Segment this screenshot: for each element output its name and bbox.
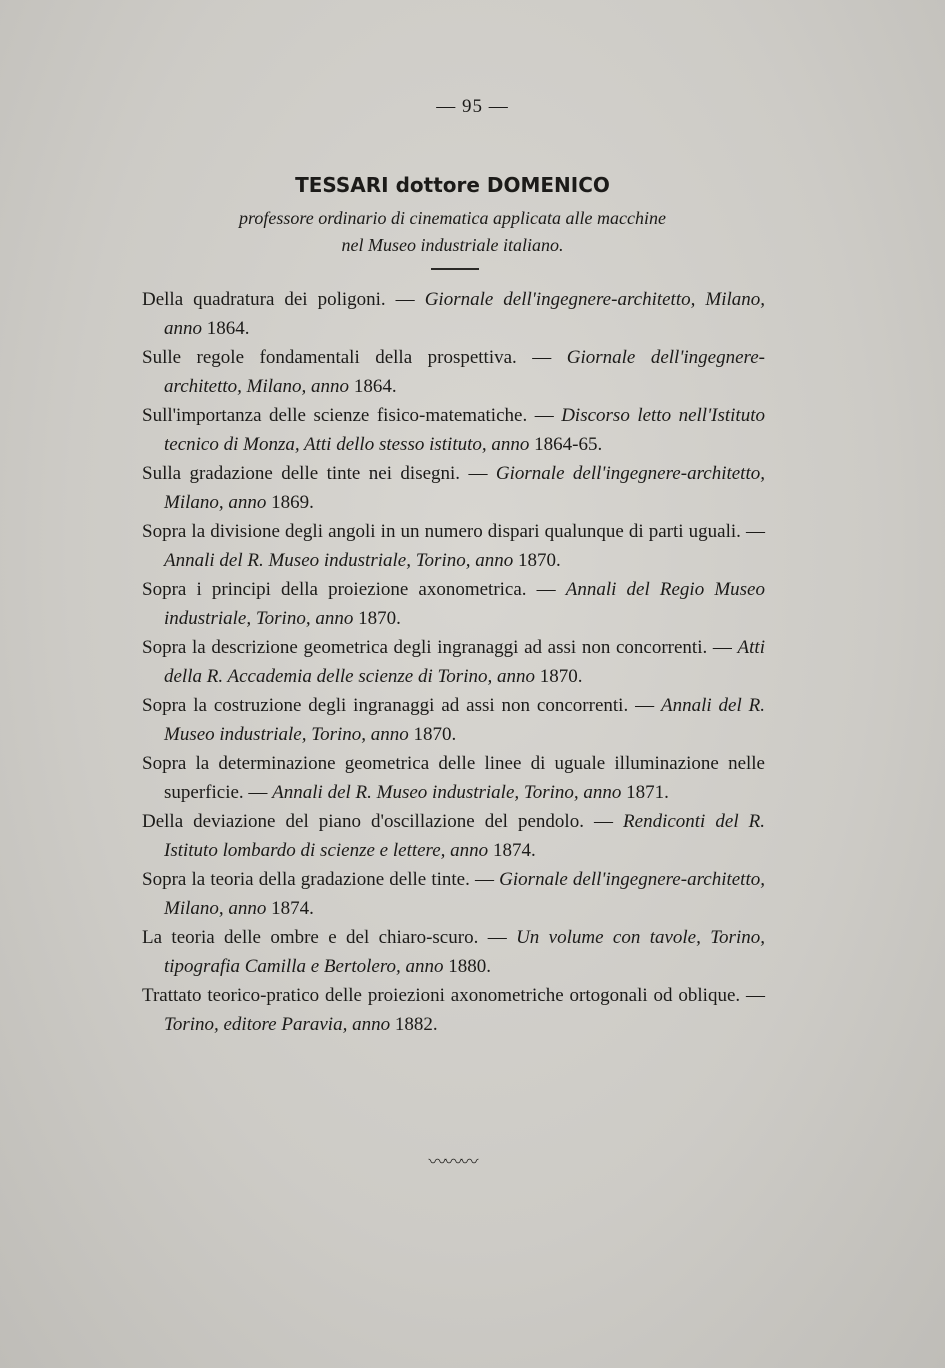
entry-year: 1870.: [534, 666, 583, 687]
entry-title: La teoria delle ombre e del chiaro-scuro. —: [142, 927, 517, 948]
author-heading: TESSARI dottore DOMENICO: [295, 173, 610, 197]
entry-title: Sopra la descrizione geometrica degli ingranaggi ad assi non concorrenti. —: [142, 637, 738, 658]
entry-year: 1864-65.: [529, 434, 603, 455]
bibliography-entry: [142, 517, 765, 575]
bibliography-entry: [142, 691, 765, 749]
bibliography-entry: [142, 749, 765, 807]
entry-source: Giornale dell'ingegnere-architetto, Milano, anno: [164, 869, 765, 919]
entry-source: Torino, editore Paravia, anno: [164, 1014, 391, 1035]
entry-source: Rendiconti del R. Istituto lombardo di scienze e lettere, anno: [164, 811, 765, 861]
entry-source: Giornale dell'ingegnere-architetto, Milano, anno: [164, 347, 765, 397]
bibliography-entry: [142, 343, 765, 401]
bibliography-entry: [142, 981, 765, 1039]
entry-title: Trattato teorico-pratico delle proiezioni axonometriche ortogonali od oblique. —: [142, 985, 765, 1006]
entry-source: Atti della R. Accademia delle scienze di Torino, anno: [164, 637, 765, 687]
entry-title: Della quadratura dei poligoni. —: [142, 289, 425, 310]
entry-year: 1869.: [266, 492, 314, 513]
entry-year: 1864.: [349, 376, 397, 397]
entry-source: Un volume con tavole, Torino, tipografia Camilla e Bertolero, anno: [164, 927, 765, 977]
bibliography-entry: [142, 285, 765, 343]
bibliography-entry: [142, 923, 765, 981]
entry-source: Annali del R. Museo industriale, Torino, anno: [164, 695, 765, 745]
entry-title: Della deviazione del piano d'oscillazione del pendolo. —: [142, 811, 624, 832]
entry-title: Sopra la divisione degli angoli in un numero dispari qualunque di parti uguali. —: [142, 521, 765, 542]
bibliography-entry: [142, 633, 765, 691]
entry-year: 1871.: [621, 782, 669, 803]
bibliography-entry: [142, 865, 765, 923]
entry-year: 1874.: [488, 840, 536, 861]
entry-title: Sull'importanza delle scienze fisico-matematiche. —: [142, 405, 562, 426]
heading-divider: [431, 268, 479, 270]
entry-title: Sulle regole fondamentali della prospettiva. —: [142, 347, 567, 368]
entry-title: Sopra i principi della proiezione axonometrica. —: [142, 579, 566, 600]
bibliography-entry: [142, 575, 765, 633]
entry-year: 1882.: [390, 1014, 438, 1035]
entry-year: 1864.: [202, 318, 250, 339]
entry-source: Annali del R. Museo industriale, Torino, anno: [272, 782, 622, 803]
entry-title: Sopra la determinazione geometrica delle linee di uguale illuminazione nelle superficie. —: [142, 753, 765, 803]
author-subtitle-line2: nel Museo industriale italiano.: [341, 235, 564, 255]
bibliography-entry: [142, 807, 765, 865]
bibliography-entry: [142, 401, 765, 459]
entry-year: 1880.: [443, 956, 492, 977]
bibliography-entry: [142, 459, 765, 517]
entry-year: 1870.: [353, 608, 401, 629]
entry-source: Giornale dell'ingegnere-architetto, Milano, anno: [164, 463, 765, 513]
entry-title: Sopra la teoria della gradazione delle tinte. —: [142, 869, 500, 890]
author-subtitle-line1: professore ordinario di cinematica applicata alle macchine: [239, 208, 666, 228]
entry-year: 1874.: [266, 898, 314, 919]
entry-source: Annali del R. Museo industriale, Torino, anno: [164, 550, 514, 571]
bibliography-list: [142, 285, 765, 1039]
entry-source: Annali del Regio Museo industriale, Torino, anno: [164, 579, 765, 629]
entry-year: 1870.: [513, 550, 561, 571]
entry-title: Sulla gradazione delle tinte nei disegni. —: [142, 463, 496, 484]
entry-title: Sopra la costruzione degli ingranaggi ad assi non concorrenti. —: [142, 695, 661, 716]
entry-year: 1870.: [408, 724, 457, 745]
end-ornament: 〰〰〰: [428, 1152, 477, 1172]
entry-source: Discorso letto nell'Istituto tecnico di Monza, Atti dello stesso istituto, anno: [164, 405, 765, 455]
page-number: — 95 —: [436, 96, 509, 117]
entry-source: Giornale dell'ingegnere-architetto, Milano, anno: [164, 289, 765, 339]
